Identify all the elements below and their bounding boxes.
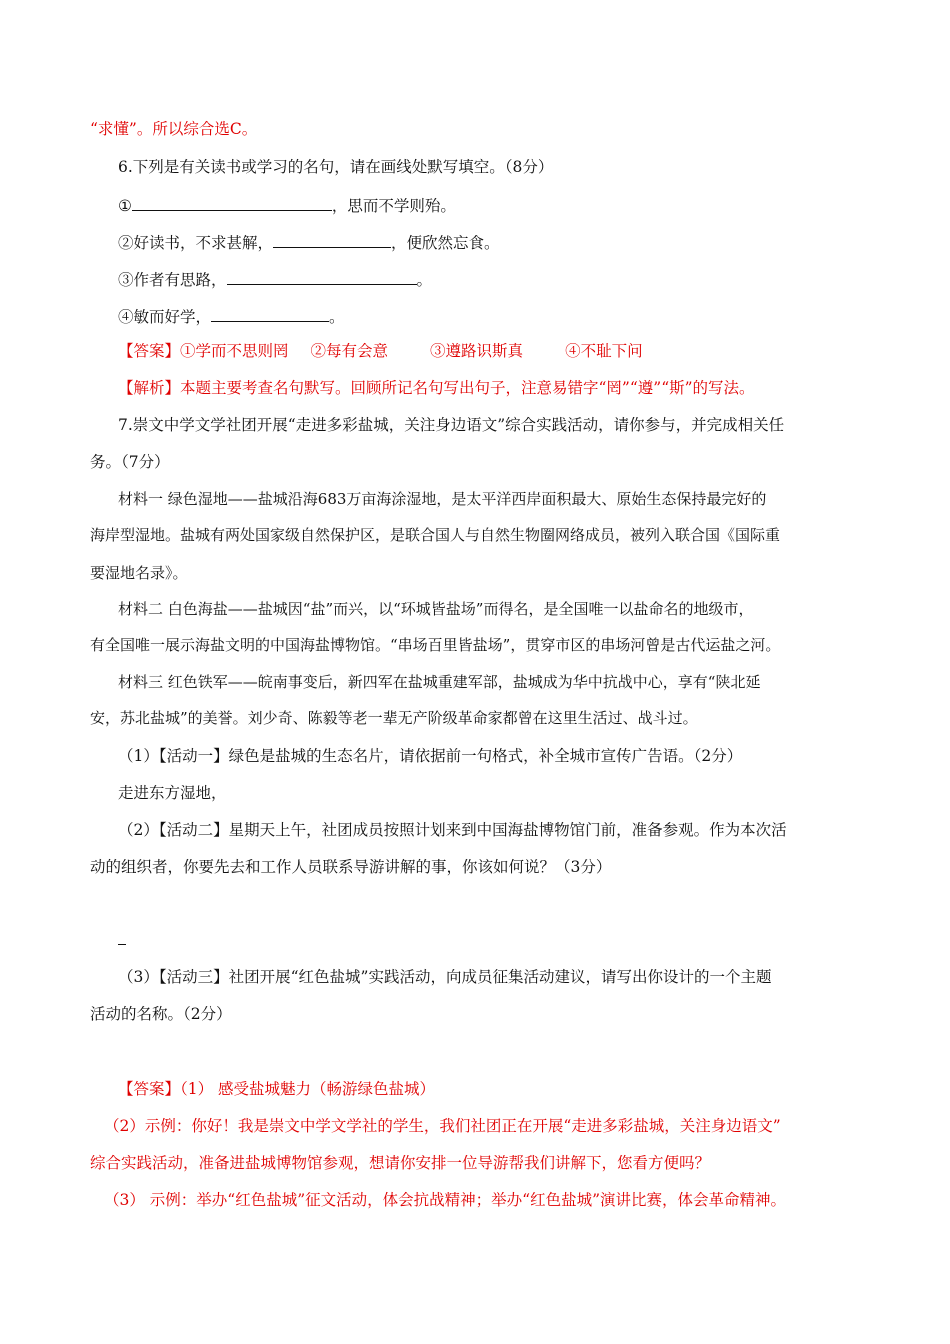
q6-stem: 6.下列是有关读书或学习的名句，请在画线处默写填空。（8分） bbox=[118, 158, 554, 176]
q7-answer-2-line-2: 综合实践活动，准备进盐城博物馆参观，想请你安排一位导游帮我们讲解下，您看方便吗？ bbox=[90, 1154, 711, 1172]
q6-item-4-suffix: 。 bbox=[329, 308, 345, 326]
material-2-line-1: 材料二 白色海盐——盐城因“盐”而兴，以“环城皆盐场”而得名，是全国唯一以盐命名的地级市， bbox=[118, 600, 754, 618]
q7-answer-1: 【答案】（1） 感受盐城魅力（畅游绿色盐城） bbox=[118, 1080, 436, 1098]
q7-stem-line-2: 务。（7分） bbox=[90, 453, 170, 471]
q6-item-3-prefix: ③作者有思路， bbox=[118, 271, 227, 289]
material-1-line-3: 要湿地名录》。 bbox=[90, 564, 188, 582]
q6-analysis: 【解析】本题主要考查名句默写。回顾所记名句写出句子，注意易错字“罔”“遵”“斯”的写法。 bbox=[118, 379, 755, 397]
activity-3-prompt-line-1: （3）【活动三】社团开展“红色盐城”实践活动，向成员征集活动建议，请写出你设计的一个主题 bbox=[118, 968, 772, 986]
material-2-line-2: 有全国唯一展示海盐文明的中国海盐博物馆。“串场百里皆盐场”，贯穿市区的串场河曾是古代运盐之河。 bbox=[90, 636, 781, 654]
activity-2-prompt-line-2: 动的组织者，你要先去和工作人员联系导游讲解的事，你该如何说？（3分） bbox=[90, 858, 612, 876]
q6-answer-2: ②每有会意 bbox=[310, 342, 389, 360]
q6-item-4-prefix: ④敏而好学， bbox=[118, 308, 212, 326]
activity-1-prompt: （1）【活动一】绿色是盐城的生态名片，请依据前一句格式，补全城市宣传广告语。（2分） bbox=[118, 747, 743, 765]
q6-item-4 bbox=[118, 305, 345, 328]
q6-item-3-suffix: 。 bbox=[416, 271, 433, 289]
q7-stem-line-1: 7.崇文中学文学社团开展“走进多彩盐城，关注身边语文”综合实践活动，请你参与，并完成相关任 bbox=[118, 416, 785, 434]
material-3-line-2: 安，苏北盐城”的美誉。刘少奇、陈毅等老一辈无产阶级革命家都曾在这里生活过、战斗过。 bbox=[90, 709, 698, 727]
q6-item-2 bbox=[118, 231, 500, 254]
q6-answer-tag: 【答案】 bbox=[118, 342, 181, 360]
q7-answer-2-line-1: （2）示例：你好！我是崇文中学文学社的学生，我们社团正在开展“走进多彩盐城，关注身边语文” bbox=[104, 1117, 781, 1135]
material-1-line-2: 海岸型湿地。盐城有两处国家级自然保护区，是联合国人与自然生物圈网络成员，被列入联合国《国际重 bbox=[90, 526, 781, 544]
material-1-line-1: 材料一 绿色湿地——盐城沿海683万亩海涂湿地，是太平洋西岸面积最大、原始生态保持最完好的 bbox=[118, 490, 767, 508]
q6-item-2-prefix: ②好读书，不求甚解， bbox=[118, 234, 274, 252]
q6-answer-4: ④不耻下问 bbox=[565, 342, 643, 360]
q6-item-3-blank[interactable] bbox=[227, 268, 417, 285]
q6-item-1-blank[interactable] bbox=[132, 194, 332, 211]
activity-1-sentence: 走进东方湿地， bbox=[118, 784, 227, 802]
activity-3-prompt-line-2: 活动的名称。（2分） bbox=[90, 1005, 232, 1023]
q6-item-1-suffix: ，思而不学则殆。 bbox=[331, 197, 456, 215]
material-3-line-1: 材料三 红色铁军——皖南事变后，新四军在盐城重建军部，盐城成为华中抗战中心，享有“陕北延 bbox=[118, 673, 761, 691]
q7-answer-3: （3） 示例：举办“红色盐城”征文活动，体会抗战精神；举办“红色盐城”演讲比赛，体会革命精神。 bbox=[104, 1191, 786, 1209]
q6-answer-1: ①学而不思则罔 bbox=[180, 342, 289, 360]
answer-blank-mark bbox=[118, 944, 126, 945]
activity-2-prompt-line-1: （2）【活动二】星期天上午，社团成员按照计划来到中国海盐博物馆门前，准备参观。作为本次活 bbox=[118, 821, 787, 839]
q6-answer-3: ③遵路识斯真 bbox=[430, 342, 524, 360]
previous-answer-tail: “求懂”。所以综合选C。 bbox=[90, 120, 258, 138]
q6-item-2-suffix: ，便欣然忘食。 bbox=[391, 234, 500, 252]
q6-item-3 bbox=[118, 268, 432, 291]
q6-item-1-prefix: ① bbox=[118, 197, 132, 215]
q6-answer bbox=[118, 340, 643, 362]
q6-item-4-blank[interactable] bbox=[211, 305, 329, 322]
q6-item-1 bbox=[118, 194, 456, 217]
q6-item-2-blank[interactable] bbox=[273, 231, 391, 248]
